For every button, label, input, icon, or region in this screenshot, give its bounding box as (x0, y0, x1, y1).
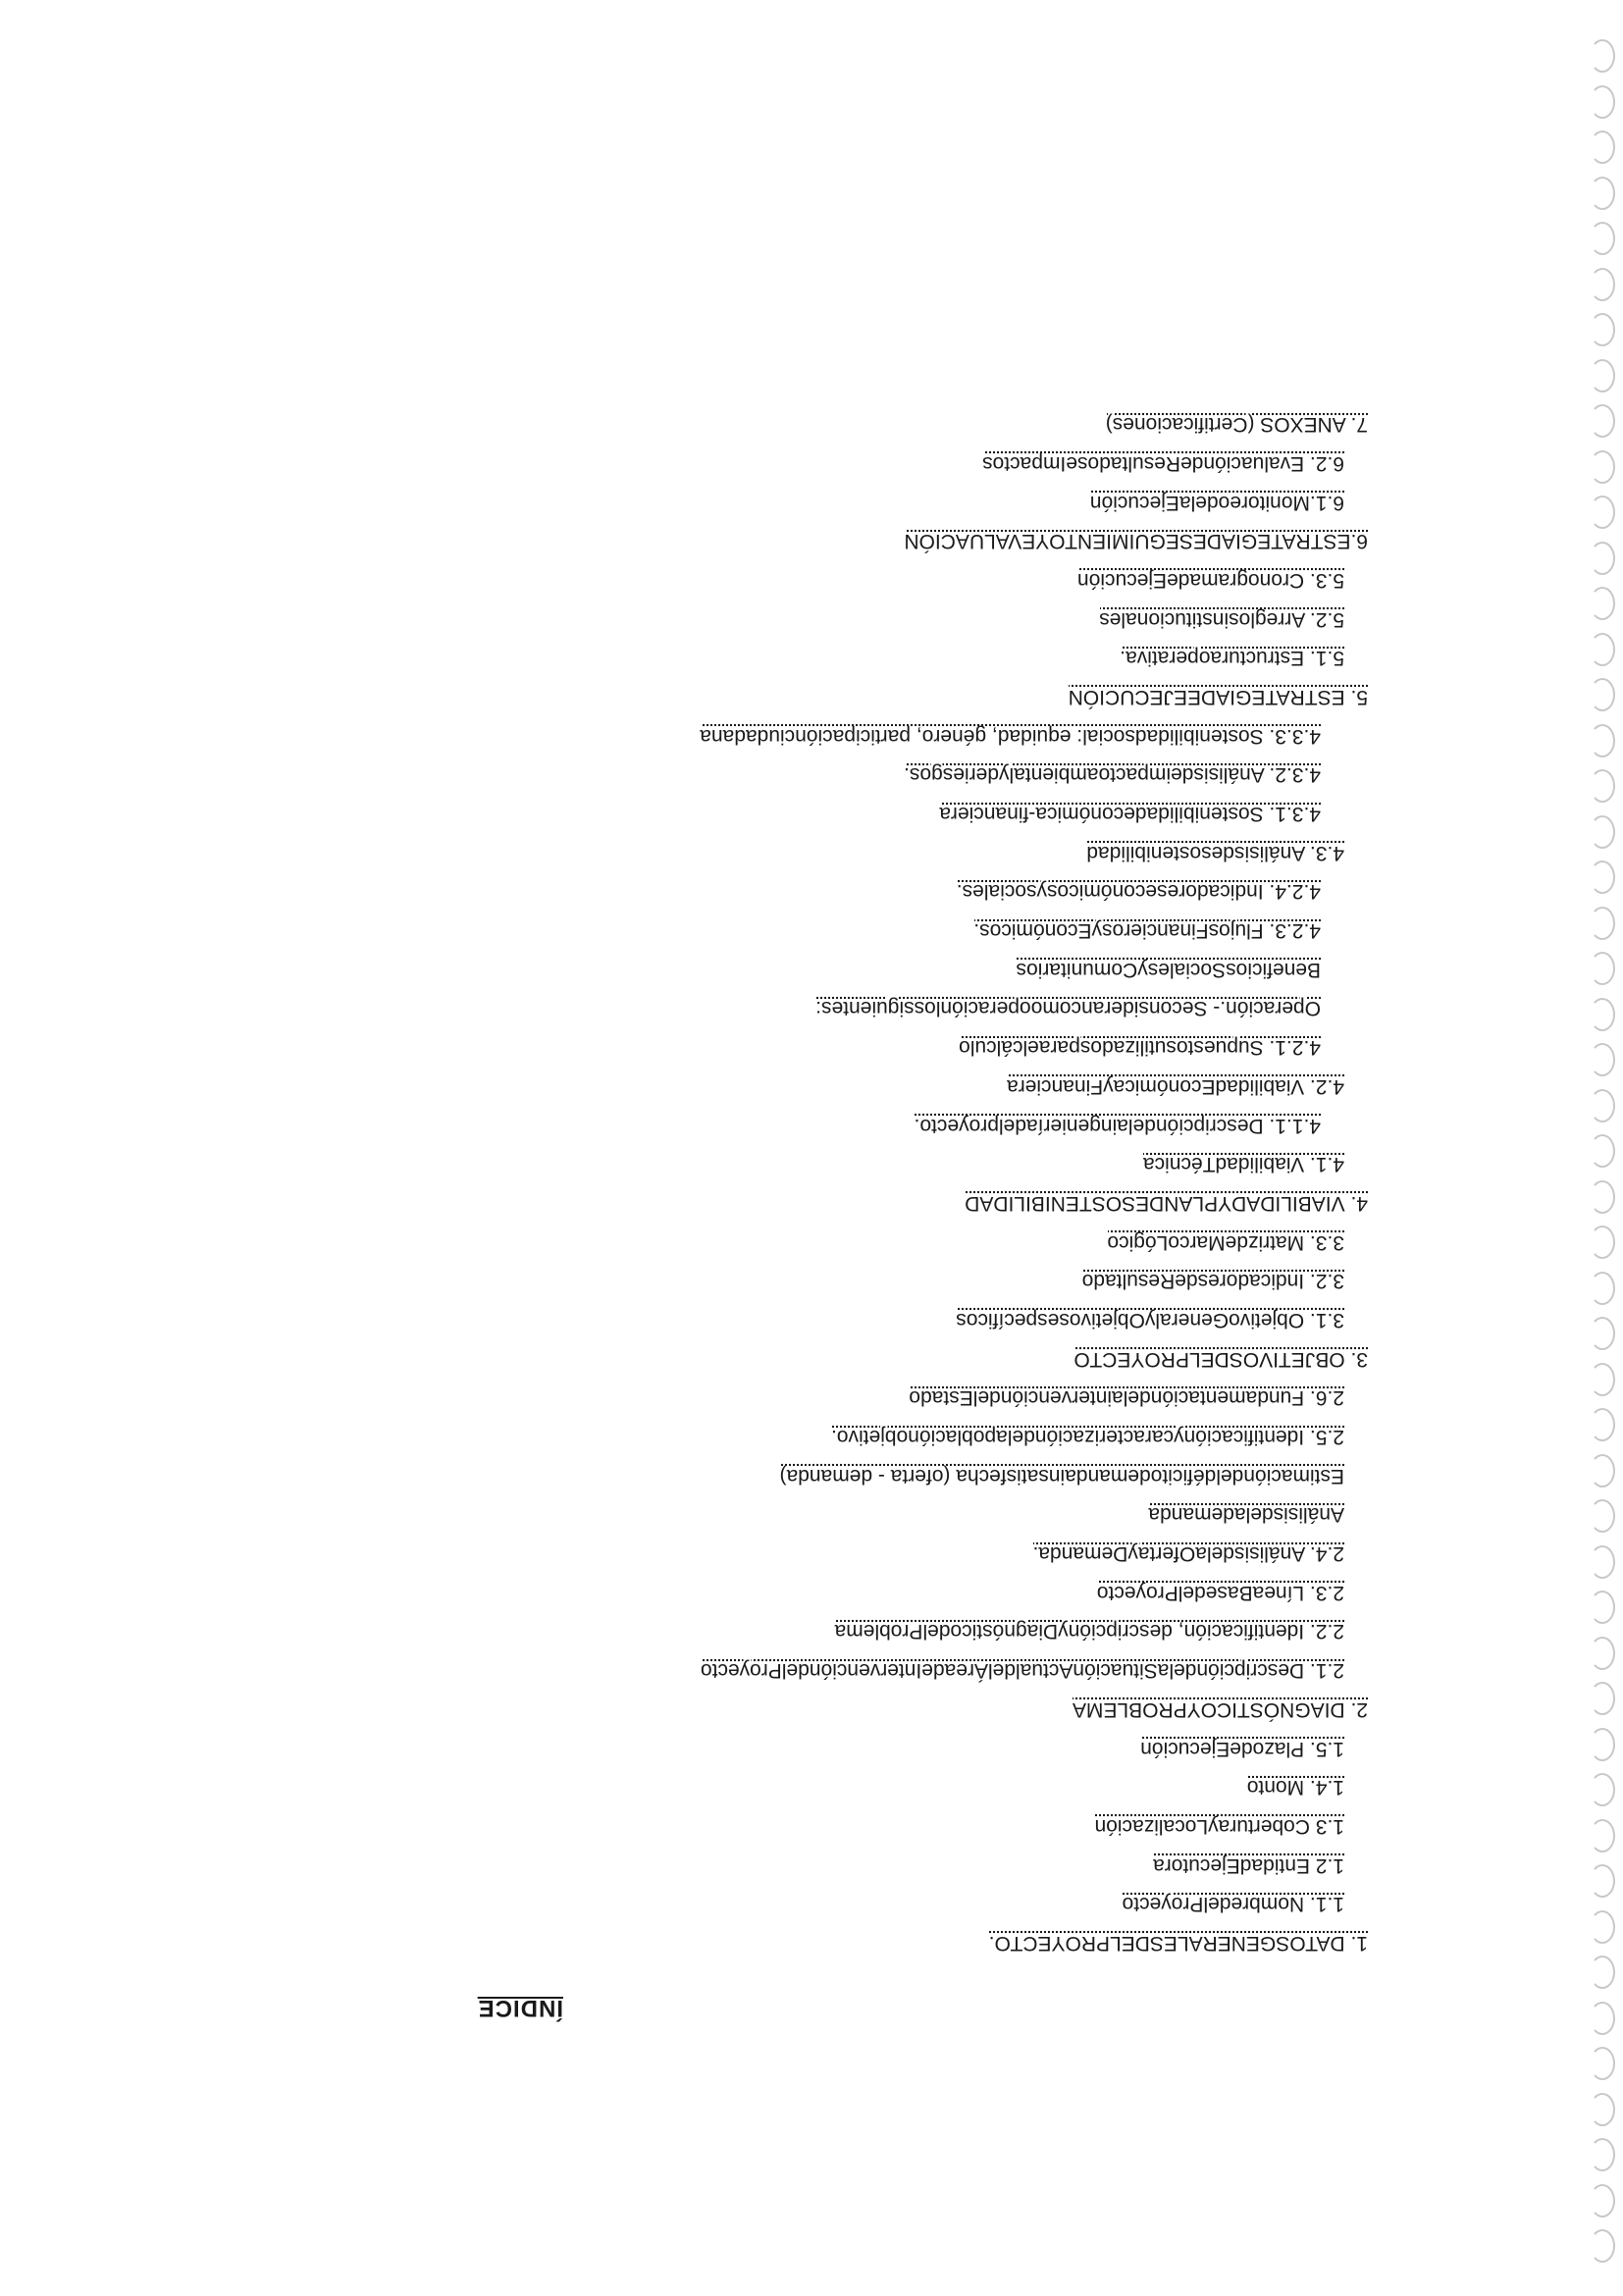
toc-entry: 4.3.1. Sostenibilidadeconómica-financiera (939, 803, 1321, 826)
toc-entry: 4.2.4. Indicadoreseconómicosysociales. (956, 880, 1321, 904)
toc-entry: 2.5. Identificaciónycaracterizacióndelapoblaciónobjetivo. (831, 1426, 1344, 1449)
toc-entry: 4.1. ViabilidadTécnica (1142, 1153, 1344, 1176)
toc-list (700, 405, 1368, 1963)
toc-entry: 4.2.3. FlujosFinancierosyEconómicos. (973, 919, 1321, 943)
toc-entry: 1. DATOSGENERALESDELPROYECTO. (988, 1932, 1368, 1955)
toc-entry: 4. VIABILIDADYPLANDESOSTENIBILIDAD (965, 1191, 1368, 1215)
toc-entry: 4.3.3. Sostenibilidadsocial: equidad, género, participaciónciudadana (700, 724, 1321, 748)
toc-entry: 2.4. AnálisisdelaOfertayDemanda. (1032, 1542, 1344, 1566)
toc-entry: 4.2. ViabilidadEconómicayFinanciera (1007, 1074, 1344, 1098)
toc-entry: Operación.- Seconsiderancomooperaciónlossiguientes: (815, 997, 1321, 1020)
toc-entry: 4.3. Análisisdesostenibilidad (1086, 841, 1344, 864)
toc-entry: 6.2. EvaluacióndeResultadoseImpactos (982, 451, 1344, 475)
toc-entry: BeneficiosSocialesyComunitarios (1016, 958, 1321, 981)
toc-entry: 5.3. CronogramadeEjecución (1077, 568, 1344, 592)
toc-entry: 5. ESTRATEGIADEEJECUCIÓN (1068, 686, 1368, 708)
toc-entry: 5.2. Arreglosinstitucionales (1099, 607, 1344, 631)
toc-entry: 1.1. NombredelProyecto (1122, 1893, 1344, 1916)
toc-entry: Análisisdelademanda (1148, 1503, 1344, 1527)
toc-title: ÍNDICE (477, 1995, 563, 2021)
toc-entry: 2.6. FundamentacióndelaintervencióndelEstado (909, 1386, 1344, 1410)
toc-entry: 4.3.2. Análisisdeimpactoambientalyderiesgos. (904, 763, 1321, 787)
toc-entry: 1.3 CoberturayLocalización (1094, 1814, 1344, 1838)
toc-entry: 3.3. MatrizdeMarcoLógico (1107, 1230, 1344, 1254)
toc-entry: Estimacióndeldéficitodemandainsatisfecha (oferta - demanda) (779, 1464, 1344, 1487)
toc-entry: 6.1.MonitoreodelaEjecución (1089, 491, 1344, 514)
toc-entry: 3. OBJETIVOSDELPROYECTO (1073, 1347, 1368, 1371)
toc-entry: 2. DIAGNÓSTICOYPROBLEMA (1072, 1697, 1368, 1721)
toc-entry: 1.5. PlazodeEjecución (1140, 1737, 1344, 1760)
toc-entry: 2.3. LíneaBasedelProyecto (1096, 1581, 1344, 1604)
toc-entry: 1.2 EntidadEjecutora (1153, 1853, 1344, 1877)
toc-entry: 4.2.1. Supuestosutilizadosparaelcálculo (959, 1036, 1321, 1060)
toc-entry: 3.2. IndicadoresdeResultado (1081, 1270, 1344, 1293)
toc-entry: 5.1. Estructuraoperativa. (1120, 647, 1344, 670)
toc-entry: 7. ANEXOS (Certificaciones) (1105, 413, 1368, 437)
toc-entry: 2.2. Identificación, descripciónyDiagnósticodelProblema (834, 1620, 1344, 1644)
toc-entry: 3.1. ObjetivoGeneralyObjetivosespecíficos (956, 1309, 1344, 1331)
toc-entry: 2.1. DescripcióndelaSituaciónActualdelÁreadeIntervencióndelProyecto (700, 1659, 1344, 1683)
toc-entry: 1.4. Monto (1246, 1776, 1344, 1800)
toc-entry: 4.1.1. Descripcióndelaingenieríadelproyecto. (914, 1114, 1321, 1137)
toc-entry: 6.ESTRATEGIADESEGUIMIENTOYEVALUACIÓN (904, 530, 1368, 553)
